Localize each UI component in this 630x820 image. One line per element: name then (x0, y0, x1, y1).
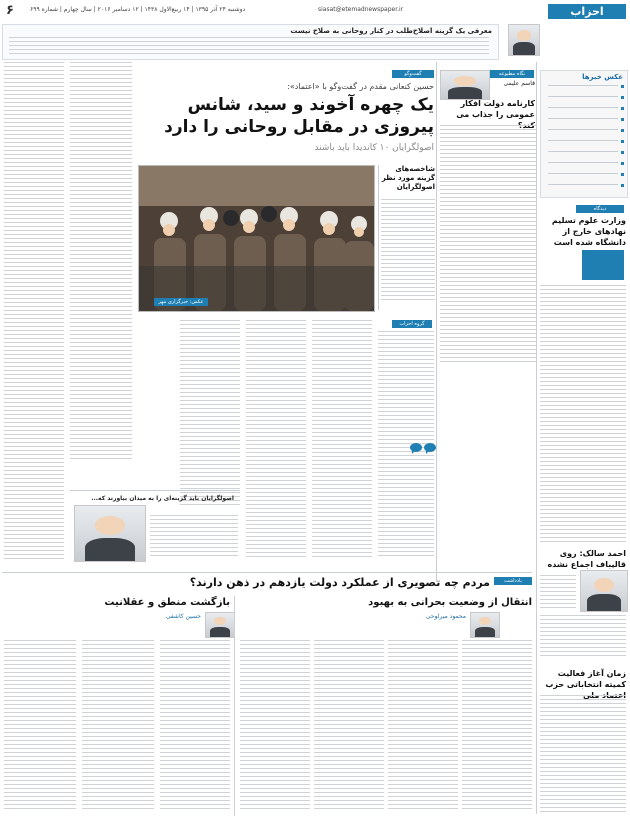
col2-author: حسین کاشفی (165, 613, 201, 620)
list-item (544, 170, 624, 180)
list-item (544, 93, 624, 103)
main-body-col-1 (378, 320, 434, 559)
main-headline-line-1: یک چهره آخوند و سید، شانس (187, 95, 434, 115)
column-divider (234, 596, 235, 816)
main-headline-line-2: پیروزی در مقابل روحانی را دارد (164, 117, 434, 137)
quote-box-text (150, 515, 238, 559)
right-bottom-headline: احمد سالک: روی قالیباف اجماع نشده (547, 549, 626, 569)
list-item (544, 126, 624, 136)
quote-author-name: قاسم علیمی (503, 80, 535, 87)
criteria-sidebar-title: شاخصه‌های گزینه مورد نظر اصولگرایان (381, 165, 435, 191)
bottom-section-tag: یادداشت (494, 577, 532, 585)
bottom-col-a (462, 640, 532, 812)
main-body-col-2 (312, 320, 372, 560)
mid-section-headline: وزارت علوم تسلیم نهادهای خارج از دانشگاه شده است (551, 216, 626, 247)
section-divider (2, 572, 532, 573)
criteria-sidebar-body (381, 199, 435, 303)
left-body-col-2 (70, 62, 132, 462)
main-article-tag: گفت‌وگو (392, 70, 434, 78)
page-number: ۶ (6, 3, 14, 18)
column-divider (536, 62, 537, 814)
main-body-col-4 (180, 320, 240, 508)
criteria-sidebar (378, 165, 435, 310)
news-briefs-title: عکس خبرها (582, 73, 623, 81)
list-item (544, 159, 624, 169)
right-bottom2-body (540, 695, 626, 815)
bottom-col-d (240, 640, 310, 812)
kashefi-avatar (205, 612, 235, 638)
list-item (544, 137, 624, 147)
left-body-col-1 (4, 62, 64, 562)
page-header (0, 0, 630, 22)
photo-caption: عکس: خبرگزاری مهر (154, 298, 208, 306)
news-briefs-list (544, 82, 624, 192)
main-subline: اصولگرایان ۱۰ کاندیدا باید باشند (314, 143, 434, 153)
section-label (548, 4, 626, 19)
strip-text (9, 37, 489, 57)
mirlohi-avatar (470, 612, 500, 638)
list-item (544, 82, 624, 92)
bottom-col-b (388, 640, 458, 812)
quote-box-title: اصولگرایان باید گزینه‌ای را به میدان بیاورند که... (91, 495, 234, 502)
col2-headline: بازگشت منطق و عقلانیت (104, 597, 230, 608)
bottom-col-g (4, 640, 76, 812)
bottom-col-f (82, 640, 154, 812)
news-group-tag: گروه احزاب (392, 320, 432, 328)
bottom-main-headline: مردم چه تصویری از عملکرد دولت یازدهم در ذهن دارند؟ (189, 576, 490, 589)
list-item (544, 148, 624, 158)
quote-logo (582, 250, 624, 280)
column-divider (436, 62, 437, 582)
main-article-photo (138, 165, 375, 312)
main-headline (138, 94, 434, 138)
main-body-col-3 (246, 320, 306, 560)
list-item (544, 181, 624, 191)
section-label-text: احزاب (570, 5, 604, 18)
right-bottom-body (540, 575, 576, 611)
right-bottom2-headline: زمان آغاز فعالیت کمیته انتخاباتی حزب (545, 669, 626, 689)
section-email: siasat@etemadnewspaper.ir (318, 6, 404, 13)
quote-body (440, 125, 536, 365)
speech-bubble-icon (424, 443, 436, 452)
quote-box-portrait (74, 505, 146, 562)
salek-avatar (580, 570, 628, 612)
quote-headline: کارنامه دولت افکار عمومی را جذاب می (456, 99, 535, 119)
audience-photo-illustration (139, 166, 374, 311)
list-item (544, 104, 624, 114)
col1-headline: انتقال از وضعیت بحرانی به بهبود (368, 597, 532, 608)
speech-bubble-icon (410, 443, 422, 452)
top-news-strip (2, 24, 499, 60)
bottom-col-c (314, 640, 384, 812)
quote-tag: نگاه مطبوعه (490, 70, 534, 78)
issue-date: دوشنبه ۲۴ آذر ۱۳۹۵ | ۱۴ ربیع‌الاول ۱۴۳۸ | ۱۲ دسامبر ۲۰۱۶ | سال چهارم | شماره ۶۹۹ (30, 6, 246, 13)
col1-author: محمود میرلوحی (425, 613, 466, 620)
top-strip-title: معرفی یک گزینه اصلاح‌طلب در کنار روحانی به صلاح نیست (290, 27, 492, 35)
main-kicker: حسین کنعانی مقدم در گفت‌وگو با «اعتماد»: (287, 82, 434, 91)
bottom-col-e (160, 640, 230, 812)
author-avatar-top (508, 24, 540, 56)
mid-section-tag: دیدگاه (576, 205, 624, 213)
right-bottom-body2 (540, 615, 626, 659)
mid-section-body (540, 285, 626, 545)
list-item (544, 115, 624, 125)
